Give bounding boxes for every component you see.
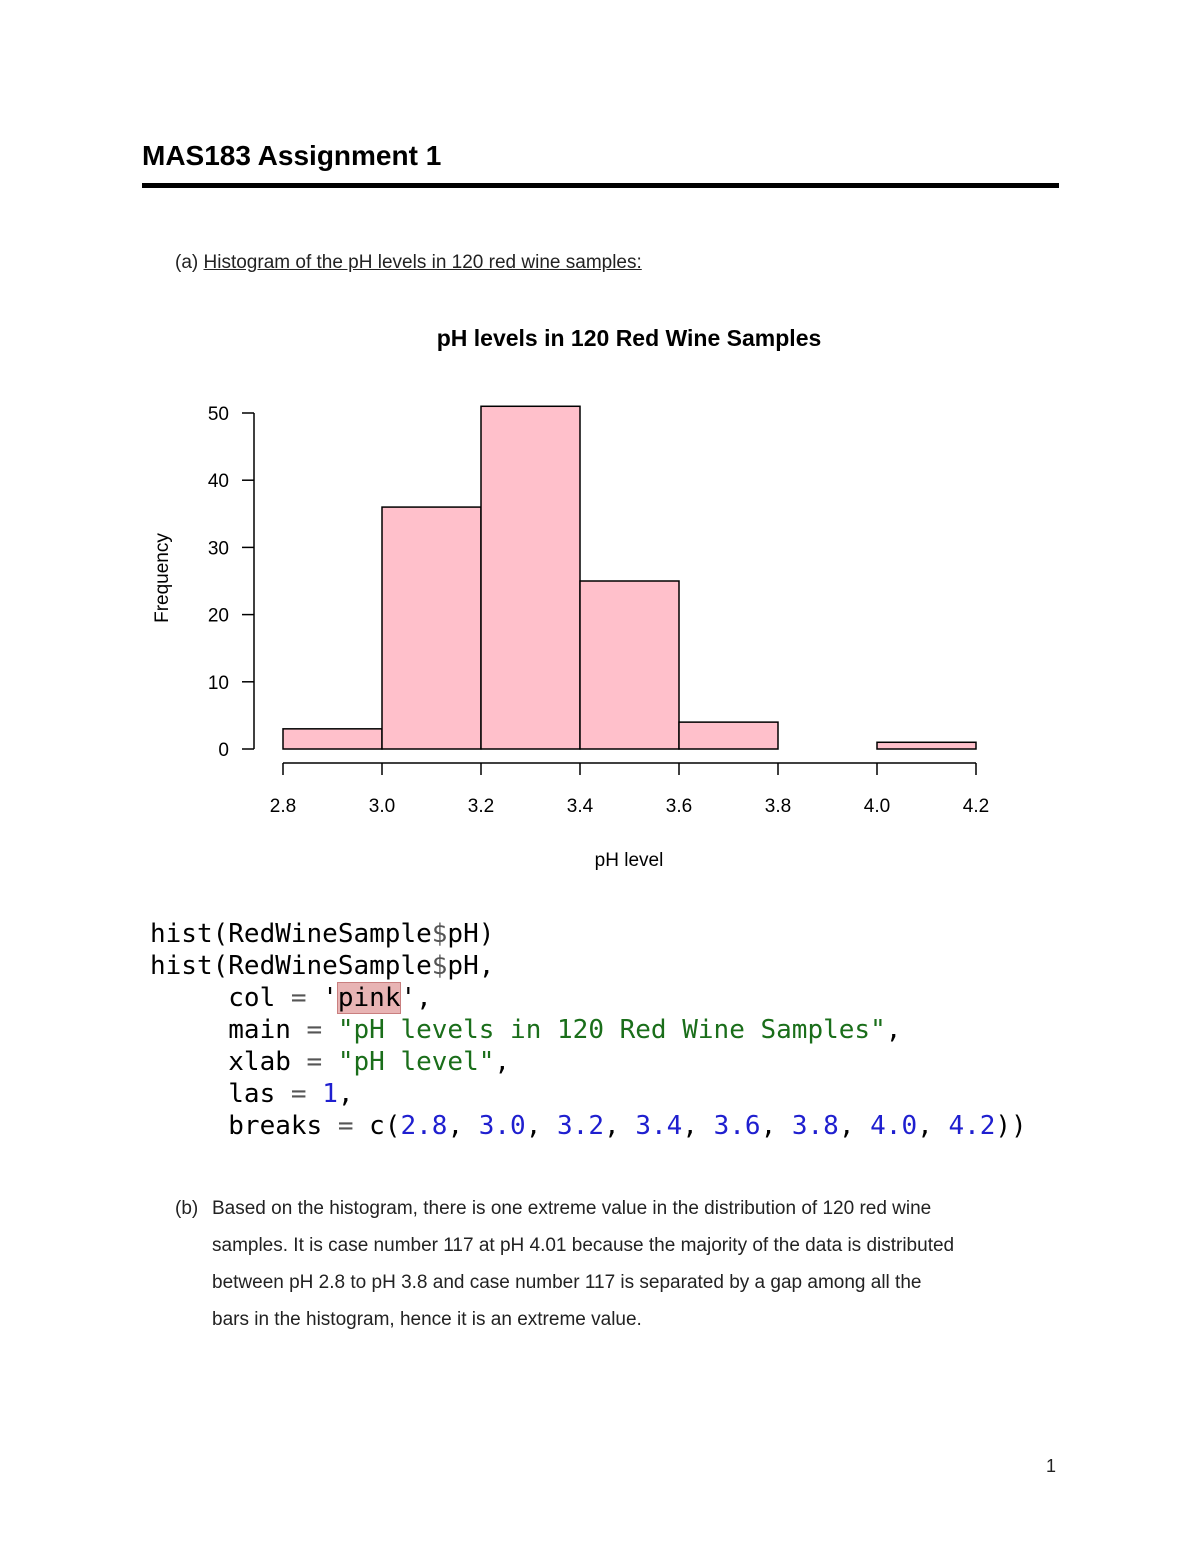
histogram-bar xyxy=(283,729,382,749)
y-tick-label: 30 xyxy=(207,538,229,560)
title-rule xyxy=(142,183,1059,188)
x-tick-label: 3.6 xyxy=(665,796,693,817)
histogram-bar xyxy=(679,722,778,749)
highlighted-word: pink xyxy=(337,983,401,1013)
histogram-chart xyxy=(0,300,1200,890)
part-a-heading-text: Histogram of the pH levels in 120 red wine samples: xyxy=(203,252,642,273)
part-b-line: Based on the histogram, there is one extreme value in the distribution of 120 red wine xyxy=(212,1198,932,1219)
x-tick-label: 3.8 xyxy=(764,796,792,817)
histogram-bar xyxy=(481,406,580,749)
code-line: las = 1, xyxy=(150,1079,354,1109)
part-a-label: (a) xyxy=(175,252,199,273)
chart-title: pH levels in 120 Red Wine Samples xyxy=(436,325,822,351)
x-tick-label: 3.4 xyxy=(566,796,594,817)
y-tick-label: 0 xyxy=(218,740,229,761)
code-line: breaks = c(2.8, 3.0, 3.2, 3.4, 3.6, 3.8, 4.0, 4.2)) xyxy=(150,1111,1027,1141)
page-number: 1 xyxy=(1046,1456,1057,1476)
x-tick-label: 2.8 xyxy=(269,796,297,817)
y-tick-label: 20 xyxy=(207,605,229,627)
code-line: hist(RedWineSample$pH, xyxy=(150,951,495,981)
x-tick-label: 3.2 xyxy=(467,796,495,817)
r-code-block xyxy=(150,918,1027,1142)
histogram-bar xyxy=(580,581,679,749)
histogram-bar xyxy=(382,507,481,749)
part-b-line: between pH 2.8 to pH 3.8 and case number 117 is separated by a gap among all the xyxy=(212,1272,922,1293)
code-line: hist(RedWineSample$pH) xyxy=(150,919,495,949)
y-axis-label: Frequency xyxy=(152,533,173,623)
x-axis-label: pH level xyxy=(594,850,664,871)
histogram-bar xyxy=(877,742,976,749)
part-b-paragraph xyxy=(175,1190,1075,1338)
y-tick-label: 50 xyxy=(207,404,229,425)
y-tick-label: 10 xyxy=(207,672,229,694)
x-tick-label: 4.0 xyxy=(863,796,891,817)
x-tick-label: 4.2 xyxy=(962,796,990,817)
part-a-heading xyxy=(175,252,642,274)
code-line: main = "pH levels in 120 Red Wine Samples", xyxy=(150,1015,902,1045)
document-title: MAS183 Assignment 1 xyxy=(142,140,442,171)
x-tick-label: 3.0 xyxy=(368,796,396,817)
part-b-label: (b) xyxy=(175,1198,199,1219)
part-b-line: bars in the histogram, hence it is an extreme value. xyxy=(212,1309,642,1330)
y-tick-label: 40 xyxy=(207,471,229,493)
code-line: xlab = "pH level", xyxy=(150,1047,511,1077)
part-b-line: samples. It is case number 117 at pH 4.01 because the majority of the data is distributed xyxy=(212,1235,955,1256)
code-line: col = 'pink', xyxy=(150,983,432,1013)
